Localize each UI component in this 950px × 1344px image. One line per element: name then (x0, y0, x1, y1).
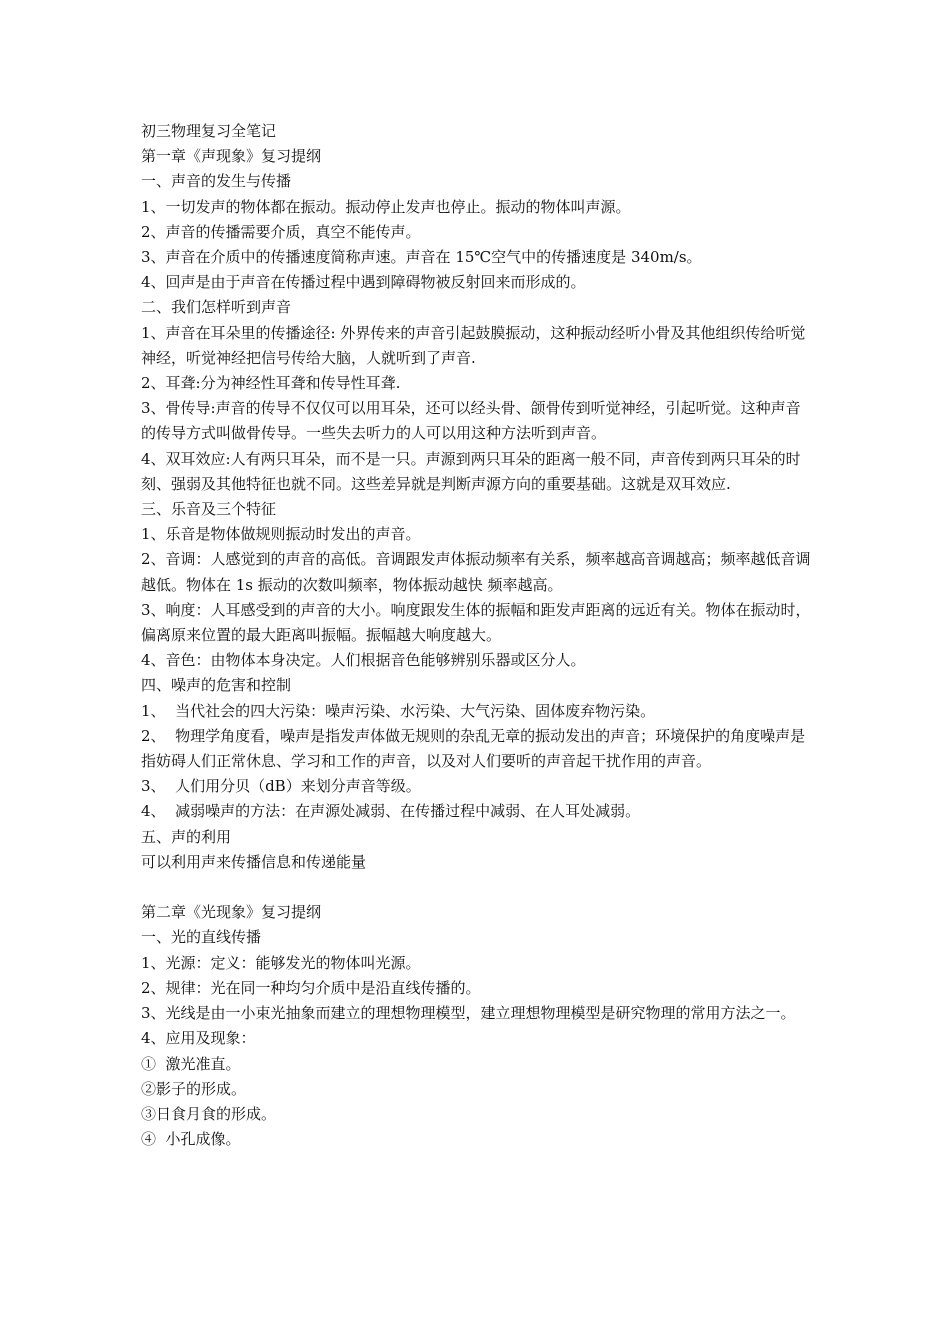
section-heading: 三、乐音及三个特征 (141, 500, 277, 519)
paragraph: 4、应用及现象： (141, 1029, 256, 1048)
paragraph: 4、双耳效应:人有两只耳朵，而不是一只。声源到两只耳朵的距离一般不同，声音传到两只耳朵的时刻、强弱及其他特征也就不同。这些差异就是判断声源方向的重要基础。这就是双耳效应. (141, 449, 801, 493)
paragraph: 3、 人们用分贝（dB）来划分声音等级。 (141, 777, 421, 796)
paragraph: 3、光线是由一小束光抽象而建立的理想物理模型，建立理想物理模型是研究物理的常用方法之一。 (141, 1004, 796, 1023)
paragraph: 3、声音在介质中的传播速度简称声速。声音在 15℃空气中的传播速度是 340m/s。 (141, 248, 702, 267)
blank-line (141, 875, 811, 900)
list-item: ③日食月食的形成。 (141, 1104, 277, 1123)
paragraph: 3、骨传导:声音的传导不仅仅可以用耳朵，还可以经头骨、颌骨传到听觉神经，引起听觉。这种声音的传导方式叫做骨传导。一些失去听力的人可以用这种方法听到声音。 (141, 399, 801, 443)
paragraph: 4、回声是由于声音在传播过程中遇到障碍物被反射回来而形成的。 (141, 273, 586, 292)
section-heading: 一、光的直线传播 (141, 928, 262, 947)
paragraph: 4、音色：由物体本身决定。人们根据音色能够辨别乐器或区分人。 (141, 651, 586, 670)
paragraph: 1、声音在耳朵里的传播途径: 外界传来的声音引起鼓膜振动，这种振动经听小骨及其他组织传给听觉神经，听觉神经把信号传给大脑，人就听到了声音. (141, 323, 806, 367)
paragraph: 1、 当代社会的四大污染：噪声污染、水污染、大气污染、固体废弃物污染。 (141, 701, 656, 720)
paragraph: 1、乐音是物体做规则振动时发出的声音。 (141, 525, 421, 544)
chapter-2-heading: 第二章《光现象》复习提纲 (141, 903, 322, 922)
paragraph: 2、 物理学角度看，噪声是指发声体做无规则的杂乱无章的振动发出的声音；环境保护的角度噪声是指妨碍人们正常休息、学习和工作的声音，以及对人们要听的声音起干扰作用的声音。 (141, 726, 806, 771)
paragraph: 4、 减弱噪声的方法：在声源处减弱、在传播过程中减弱、在人耳处减弱。 (141, 802, 641, 821)
document-body (141, 119, 811, 1152)
paragraph: 1、一切发声的物体都在振动。振动停止发声也停止。振动的物体叫声源。 (141, 197, 631, 216)
paragraph: 2、耳聋:分为神经性耳聋和传导性耳聋. (141, 374, 401, 393)
chapter-1-heading: 第一章《声现象》复习提纲 (141, 147, 322, 166)
paragraph: 1、光源：定义：能够发光的物体叫光源。 (141, 953, 421, 972)
paragraph: 2、声音的传播需要介质，真空不能传声。 (141, 222, 421, 241)
list-item: ① 激光准直。 (141, 1054, 241, 1073)
section-heading: 四、噪声的危害和控制 (141, 676, 292, 695)
paragraph: 3、响度：人耳感受到的声音的大小。响度跟发生体的振幅和距发声距离的远近有关。物体在振动时，偏离原来位置的最大距离叫振幅。振幅越大响度越大。 (141, 600, 811, 645)
list-item: ②影子的形成。 (141, 1079, 247, 1098)
paragraph: 可以利用声来传播信息和传递能量 (141, 852, 367, 871)
section-heading: 五、声的利用 (141, 827, 232, 846)
paragraph: 2、音调：人感觉到的声音的高低。音调跟发声体振动频率有关系，频率越高音调越高；频率越低音调越低。物体在 1s 振动的次数叫频率，物体振动越快 频率越高。 (141, 550, 811, 594)
section-heading: 二、我们怎样听到声音 (141, 298, 292, 317)
list-item: ④ 小孔成像。 (141, 1130, 241, 1149)
document-title: 初三物理复习全笔记 (141, 122, 277, 140)
paragraph: 2、规律：光在同一种均匀介质中是沿直线传播的。 (141, 978, 481, 997)
section-heading: 一、声音的发生与传播 (141, 172, 292, 191)
